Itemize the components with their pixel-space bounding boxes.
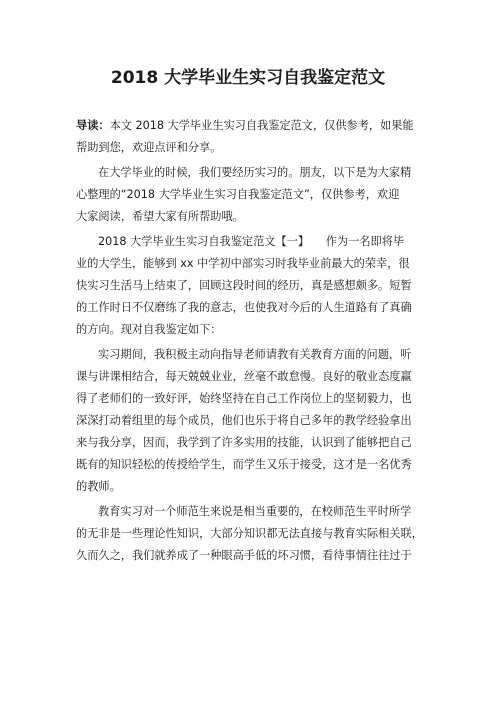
- paragraph-line: 在大学毕业的时候，我们要经历实习的。朋友，以下是为大家精: [98, 166, 412, 179]
- paragraph-line: 大家阅读，希望大家有所帮助哦。: [76, 210, 244, 223]
- paragraph-line: 得了老师们的一致好评，始终坚持在自己工作岗位上的坚韧毅力，也: [76, 392, 412, 405]
- intro-line: 帮助到您，欢迎点评和分享。: [76, 141, 222, 154]
- document-body: [76, 115, 426, 570]
- paragraph-line: 的教师。: [76, 480, 121, 493]
- paragraph-line: 既有的知识轻松的传授给学生，而学生又乐于接受，这才是一名优秀: [76, 458, 412, 471]
- paragraph-3: [76, 344, 426, 498]
- document-title: 2018 大学毕业生实习自我鉴定范文: [110, 68, 386, 88]
- paragraph-line: 课与讲课相结合，每天兢兢业业，丝毫不敢怠慢。良好的敬业态度赢: [76, 370, 412, 383]
- paragraph-1: [76, 162, 426, 228]
- paragraph-line: 实习期间，我积极主动向指导老师请教有关教育方面的问题，听: [98, 348, 412, 361]
- paragraph-line: 业的大学生，能够到 xx 中学初中部实习时我毕业前最大的荣幸，很: [76, 257, 410, 270]
- paragraph-line: 2018 大学毕业生实习自我鉴定范文【一】 作为一名即将毕: [98, 235, 405, 248]
- paragraph-line: 快实习生活马上结束了，回顾这段时间的经历，真是感想颇多。短暂: [76, 279, 412, 292]
- paragraph-line: 久而久之，我们就养成了一种眼高手低的坏习惯，看待事情往往过于: [76, 549, 412, 562]
- paragraph-line: 心整理的“2018 大学毕业生实习自我鉴定范文”，仅供参考，欢迎: [76, 188, 400, 201]
- intro-line: [76, 115, 426, 137]
- paragraph-line: 的方向。现对自我鉴定如下：: [76, 323, 222, 336]
- intro-label: 导读：: [76, 119, 110, 132]
- paragraph-line: 教育实习对一个师范生来说是相当重要的，在校师范生平时所学: [98, 505, 412, 518]
- paragraph-line: 深深打动着组里的每个成员，他们也乐于将自己多年的教学经验拿出: [76, 414, 412, 427]
- intro-paragraph: [76, 115, 426, 159]
- paragraph-line: 的无非是一些理论性知识，大部分知识都无法直接与教育实际相关联，: [76, 527, 423, 540]
- paragraph-4: [76, 501, 426, 567]
- paragraph-line: 来与我分享，因而，我学到了许多实用的技能，认识到了能够把自己: [76, 436, 412, 449]
- paragraph-2: [76, 231, 426, 341]
- paragraph-line: 的工作时日不仅磨练了我的意志，也使我对今后的人生道路有了真确: [76, 301, 412, 314]
- intro-text: 本文 2018 大学毕业生实习自我鉴定范文，仅供参考，如果能: [109, 119, 414, 132]
